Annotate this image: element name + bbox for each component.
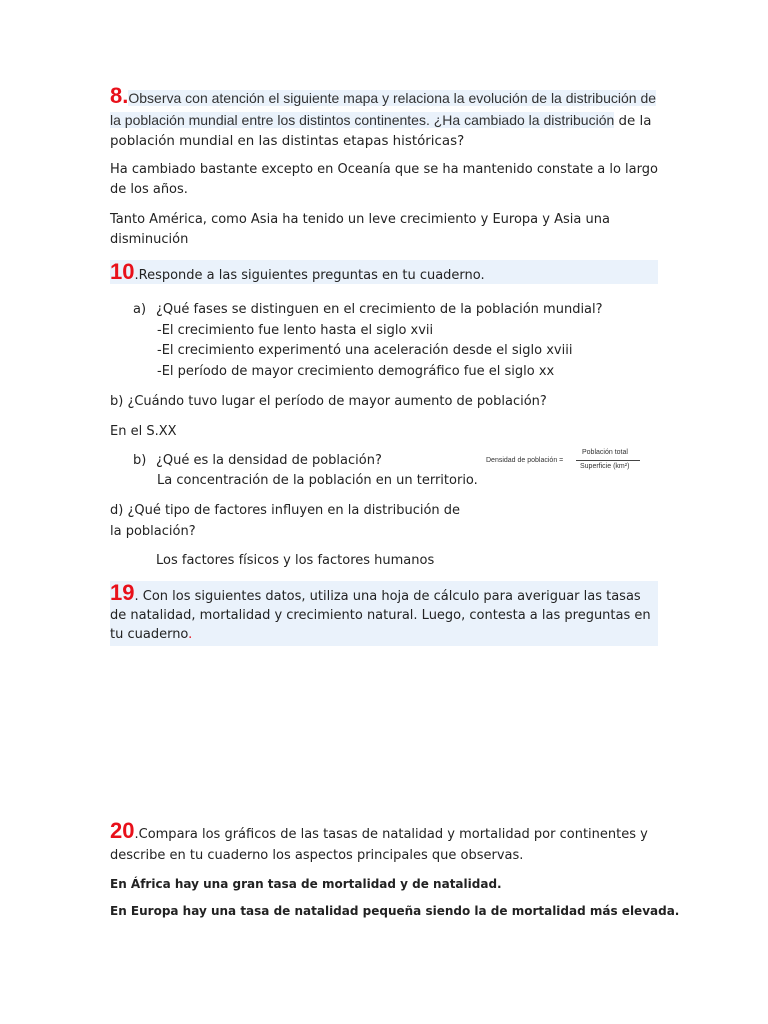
question-8-prompt-rest: de la población mundial en las distintas etapas históricas? (110, 114, 652, 149)
question-8-header (110, 83, 658, 152)
question-8-number: 8. (110, 83, 129, 108)
question-20-prompt: .Compara los gráficos de las tasas de natalidad y mortalidad por continentes y describe en tu cuaderno los aspectos principales que observas. (110, 827, 648, 863)
question-10b2-marker: b) (133, 453, 147, 468)
formula-lhs: Densidad de población = (486, 457, 564, 464)
formula-fraction-bar (576, 460, 640, 461)
question-10-number: 10 (110, 259, 135, 284)
question-8-prompt-highlighted: Observa con atención el siguiente mapa y relaciona la evolución de la distribución de la población mundial entre los distintos continentes. ¿Ha cambiado la distribución (110, 90, 657, 128)
formula-numerator: Población total (582, 449, 628, 456)
question-19-end-dot: . (188, 627, 193, 642)
question-10d-answer: Los factores físicos y los factores humanos (156, 553, 435, 568)
question-20-answer-2: En Europa hay una tasa de natalidad pequeña siendo la de mortalidad más elevada. (110, 904, 680, 918)
density-formula (486, 446, 646, 478)
question-20-header (110, 820, 658, 866)
question-10a-marker: a) (133, 302, 147, 317)
question-10b2-question: ¿Qué es la densidad de población? (156, 453, 382, 468)
question-19-header (110, 581, 658, 646)
question-20-answer-1: En África hay una gran tasa de mortalidad y de natalidad. (110, 877, 502, 891)
question-10a-question: ¿Qué fases se distinguen en el crecimiento de la población mundial? (156, 302, 603, 317)
question-10-prompt: .Responde a las siguientes preguntas en tu cuaderno. (134, 268, 485, 283)
question-10b-answer: En el S.XX (110, 424, 177, 439)
question-8-answer-2: Tanto América, como Asia ha tenido un leve crecimiento y Europa y Asia una disminución (110, 212, 610, 247)
question-10a-answer-2: -El crecimiento experimentó una aceleración desde el siglo xviii (157, 343, 573, 358)
formula-denominator: Superficie (km²) (580, 463, 630, 470)
question-20-number: 20 (110, 818, 135, 843)
question-19-prompt: . Con los siguientes datos, utiliza una hoja de cálculo para averiguar las tasas de natalidad, mortalidad y crecimiento natural. Luego, contesta a las preguntas en tu cuaderno (110, 589, 651, 642)
question-8-answer-1: Ha cambiado bastante excepto en Oceanía que se ha mantenido constate a lo largo de los años. (110, 162, 658, 197)
question-10b2-answer: La concentración de la población en un territorio. (157, 473, 478, 488)
question-19-number: 19 (110, 580, 135, 605)
question-10a-answer-1: -El crecimiento fue lento hasta el siglo xvii (157, 323, 434, 338)
question-10-header (110, 260, 658, 284)
question-10a-answer-3: -El período de mayor crecimiento demográfico fue el siglo xx (157, 364, 555, 379)
question-10d-question: d) ¿Qué tipo de factores influyen en la distribución de la población? (110, 503, 461, 539)
question-10b-question: b) ¿Cuándo tuvo lugar el período de mayor aumento de población? (110, 394, 547, 409)
